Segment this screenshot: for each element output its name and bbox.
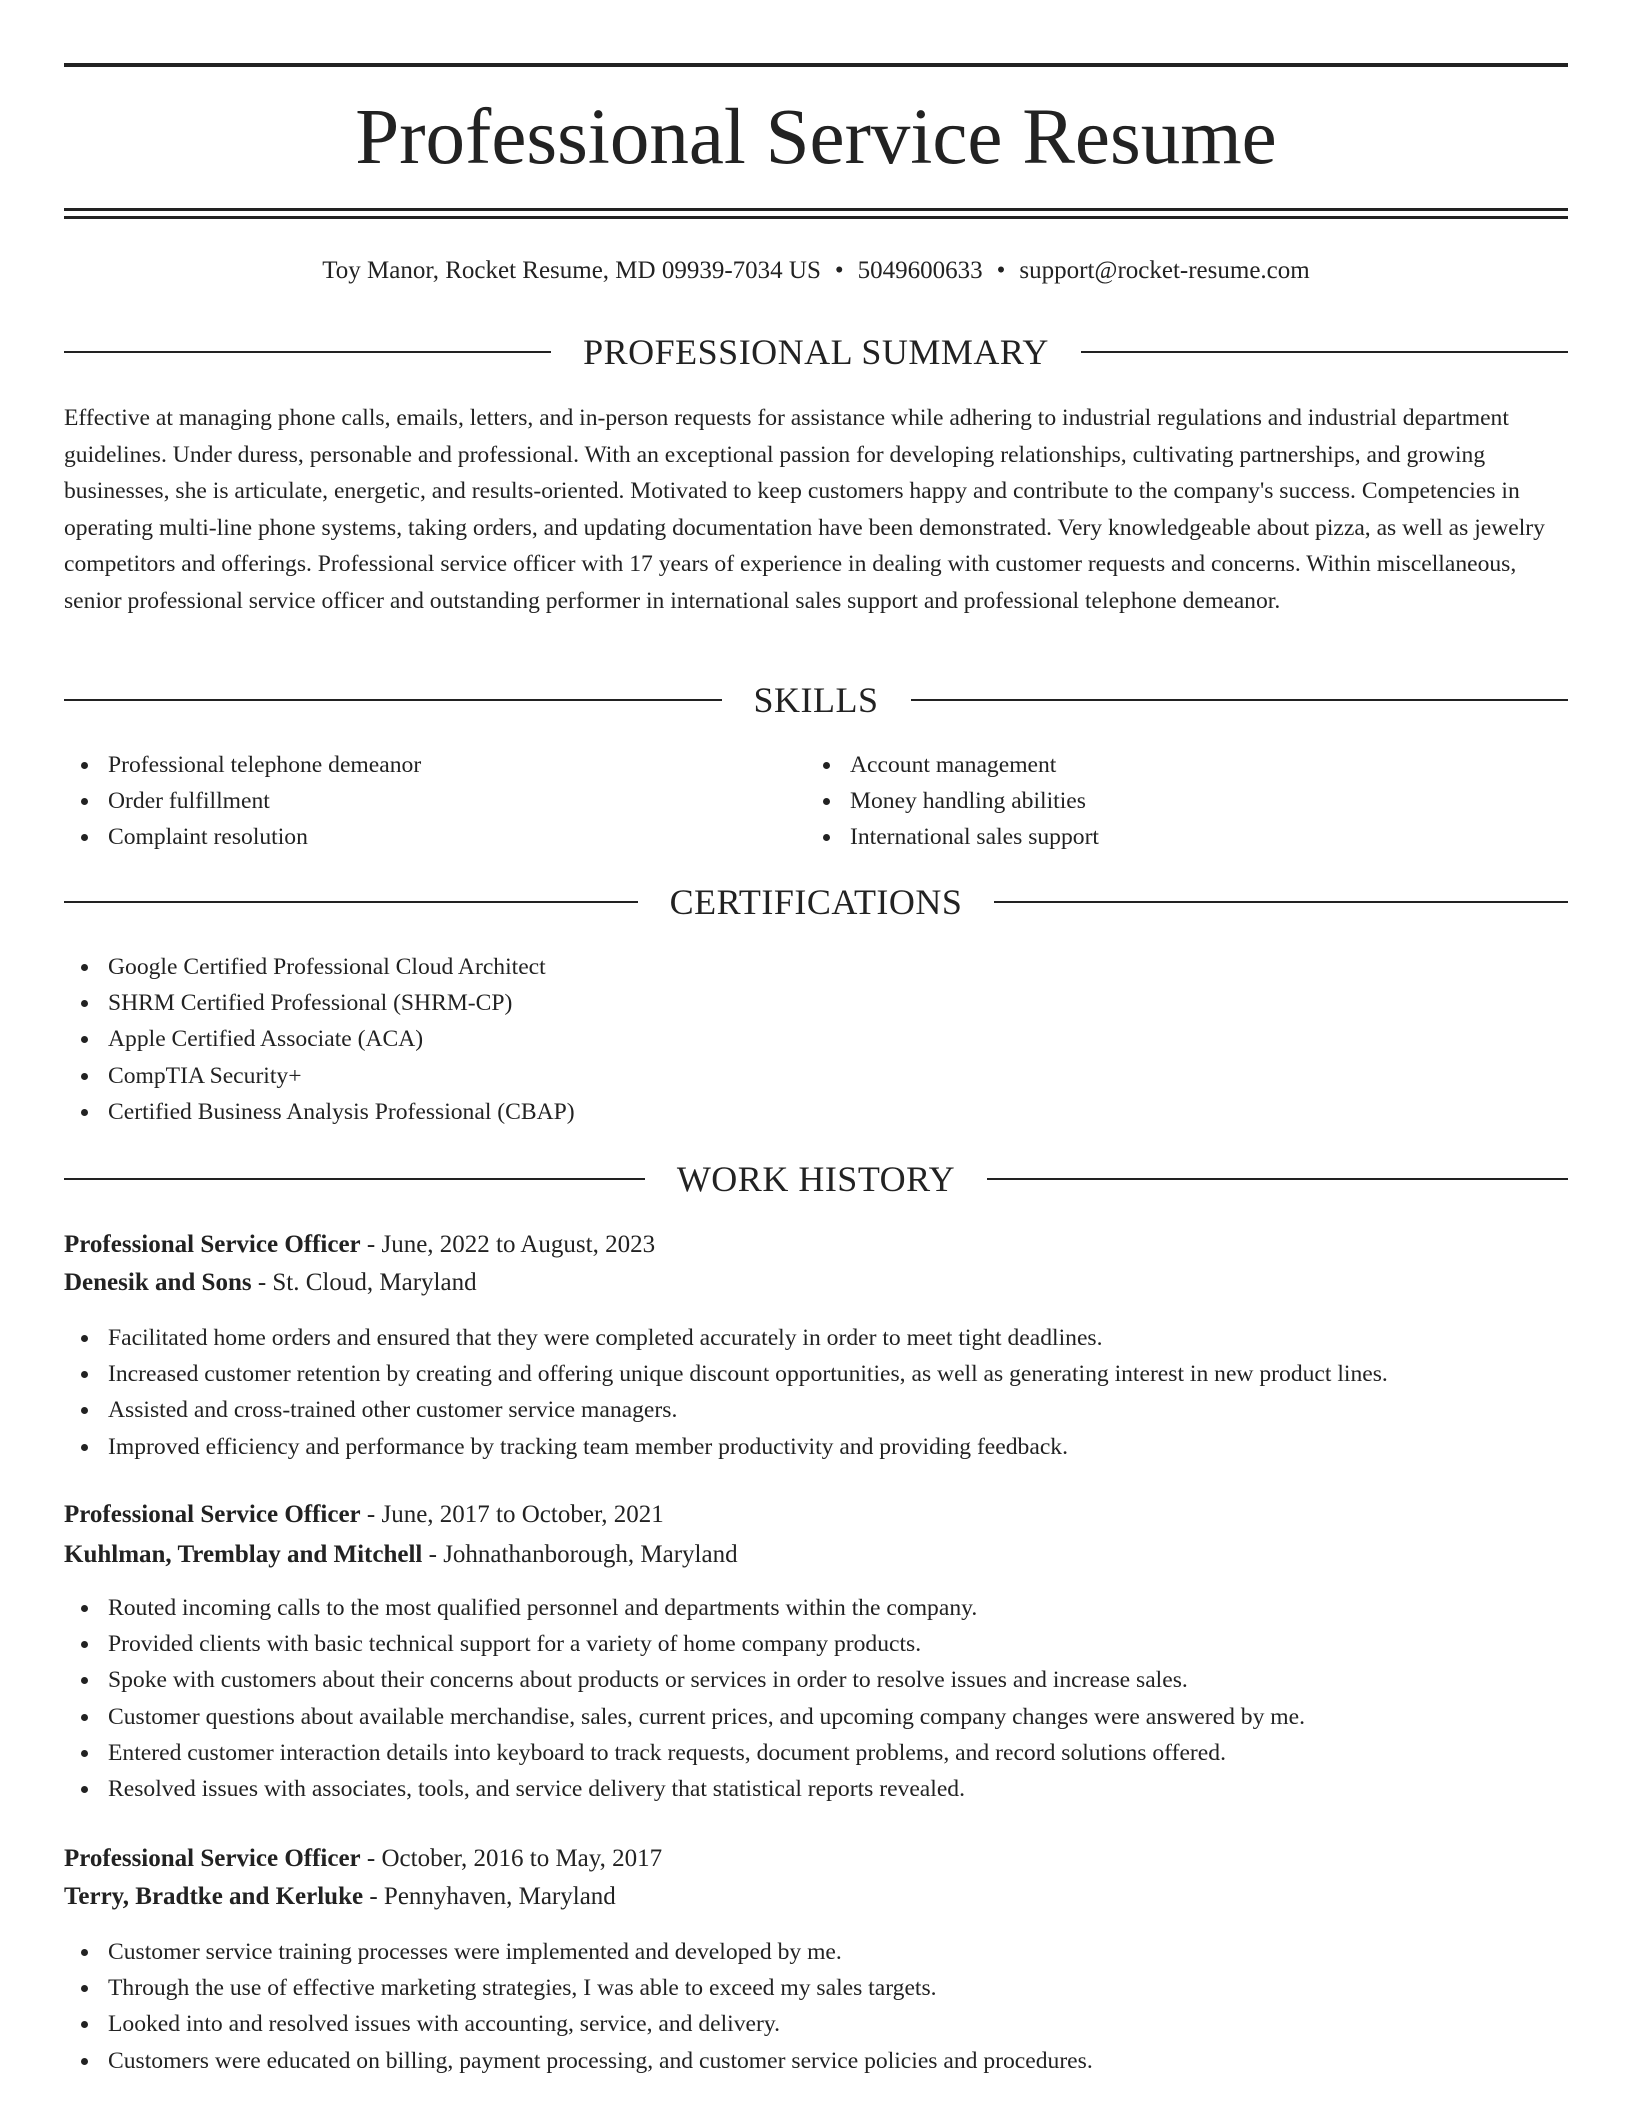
job-duties-list (64, 1934, 1093, 2079)
job-duty-item: Spoke with customers about their concerns about products or services in order to resolve issues and increase sales. (64, 1662, 1305, 1698)
job-duties-list (64, 1590, 1305, 1807)
certification-item: Google Certified Professional Cloud Architect (64, 949, 575, 985)
contact-email: support@rocket-resume.com (1019, 257, 1310, 284)
heading-rule-left (64, 901, 638, 903)
contact-separator: • (834, 257, 844, 284)
skill-item: Account management (806, 747, 1099, 783)
contact-separator: • (996, 257, 1006, 284)
work-history-heading-label: WORK HISTORY (676, 1159, 956, 1199)
job-title-line (64, 1227, 655, 1263)
job-company-line (64, 1537, 738, 1573)
skill-item: International sales support (806, 819, 1099, 855)
job-company: Terry, Bradtke and Kerluke (64, 1883, 364, 1910)
job-title: Professional Service Officer (64, 1231, 361, 1258)
heading-rule-right (911, 699, 1569, 701)
job-company: Kuhlman, Tremblay and Mitchell (64, 1541, 423, 1568)
job-dates: - June, 2017 to October, 2021 (360, 1501, 664, 1528)
heading-rule-left (64, 351, 551, 353)
job-duty-item: Entered customer interaction details into keyboard to track requests, document problems, and record solutions offered. (64, 1735, 1305, 1771)
job-company-line (64, 1265, 477, 1301)
work-history-heading (64, 1157, 1568, 1201)
page-title: Professional Service Resume (355, 94, 1277, 181)
summary-text: Effective at managing phone calls, emails, letters, and in-person requests for assistance while adhering to industrial regulations and industrial department guidelines. Under duress, personable and professional. With an exceptional passion for developing relationships, cultivating partnerships, and growing businesses, she is articulate, energetic, and results-oriented. Motivated to keep customers happy and contribute to the company's success. Competencies in operating multi-line phone systems, taking orders, and updating documentation have been demonstrated. Very knowledgeable about pizza, as well as jewelry competitors and offerings. Professional service officer with 17 years of experience in dealing with customer requests and concerns. Within miscellaneous, senior professional service officer and outstanding performer in international sales support and professional telephone demeanor. (64, 405, 1545, 614)
job-location: - St. Cloud, Maryland (251, 1269, 477, 1296)
contact-phone: 5049600633 (857, 257, 983, 284)
skills-heading (64, 678, 1568, 722)
header-double-rule-upper (64, 208, 1568, 211)
certification-item: Certified Business Analysis Professional (CBAP) (64, 1094, 575, 1130)
job-duty-item: Improved efficiency and performance by tracking team member productivity and providing feedback. (64, 1429, 1388, 1465)
job-location: - Pennyhaven, Maryland (363, 1883, 616, 1910)
header-double-rule-lower (64, 216, 1568, 219)
job-duty-item: Customers were educated on billing, payment processing, and customer service policies and procedures. (64, 2043, 1093, 2079)
certifications-list (64, 949, 575, 1130)
job-dates: - June, 2022 to August, 2023 (360, 1231, 656, 1258)
job-company: Denesik and Sons (64, 1269, 252, 1296)
skills-list-right (806, 747, 1099, 856)
skills-heading-label: SKILLS (753, 680, 879, 720)
job-title: Professional Service Officer (64, 1501, 361, 1528)
certification-item: CompTIA Security+ (64, 1058, 575, 1094)
job-duty-item: Routed incoming calls to the most qualified personnel and departments within the company. (64, 1590, 1305, 1626)
contact-line (64, 254, 1568, 288)
heading-rule-right (1081, 351, 1568, 353)
job-duty-item: Resolved issues with associates, tools, and service delivery that statistical reports revealed. (64, 1771, 1305, 1807)
heading-rule-right (987, 1178, 1568, 1180)
certifications-heading-label: CERTIFICATIONS (669, 882, 963, 922)
heading-rule-left (64, 699, 722, 701)
job-title-line (64, 1497, 664, 1533)
heading-rule-right (994, 901, 1568, 903)
skill-item: Professional telephone demeanor (64, 747, 421, 783)
job-dates: - October, 2016 to May, 2017 (360, 1845, 663, 1872)
certification-item: Apple Certified Associate (ACA) (64, 1021, 575, 1057)
certifications-heading (64, 880, 1568, 924)
job-title: Professional Service Officer (64, 1845, 361, 1872)
certification-item: SHRM Certified Professional (SHRM-CP) (64, 985, 575, 1021)
job-duty-item: Through the use of effective marketing strategies, I was able to exceed my sales targets. (64, 1970, 1093, 2006)
job-duty-item: Facilitated home orders and ensured that they were completed accurately in order to meet tight deadlines. (64, 1320, 1388, 1356)
skill-item: Complaint resolution (64, 819, 421, 855)
heading-rule-left (64, 1178, 645, 1180)
job-duty-item: Customer service training processes were implemented and developed by me. (64, 1934, 1093, 1970)
job-title-line (64, 1841, 662, 1877)
summary-heading-label: PROFESSIONAL SUMMARY (583, 332, 1049, 372)
job-duty-item: Assisted and cross-trained other customer service managers. (64, 1392, 1388, 1428)
job-location: - Johnathanborough, Maryland (422, 1541, 738, 1568)
skill-item: Money handling abilities (806, 783, 1099, 819)
job-company-line (64, 1879, 616, 1915)
job-duties-list (64, 1320, 1388, 1465)
header-top-rule (64, 63, 1568, 67)
job-duty-item: Increased customer retention by creating and offering unique discount opportunities, as well as generating interest in new product lines. (64, 1356, 1388, 1392)
summary-heading (64, 330, 1568, 374)
skills-list-left (64, 747, 421, 856)
contact-address: Toy Manor, Rocket Resume, MD 09939-7034 US (322, 257, 821, 284)
job-duty-item: Customer questions about available merchandise, sales, current prices, and upcoming company changes were answered by me. (64, 1699, 1305, 1735)
skill-item: Order fulfillment (64, 783, 421, 819)
job-duty-item: Looked into and resolved issues with accounting, service, and delivery. (64, 2006, 1093, 2042)
job-duty-item: Provided clients with basic technical support for a variety of home company products. (64, 1626, 1305, 1662)
